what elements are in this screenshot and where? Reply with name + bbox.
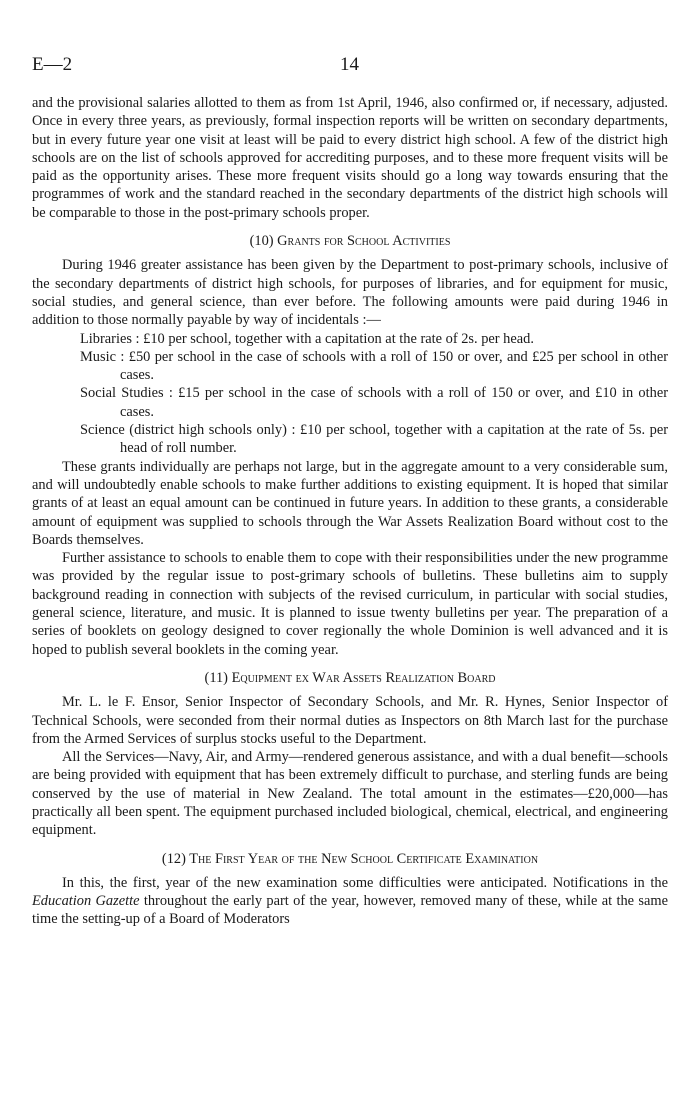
paragraph-inspectors-seconded: Mr. L. le F. Ensor, Senior Inspector of Secondary Schools, and Mr. R. Hynes, Senior Inspector of Technical Schools, were seconded from their normal duties as Inspectors on 8th March last for the purchase from the Armed Services of surplus stocks useful to the Department.	[32, 694, 668, 747]
report-code: E—2	[32, 54, 73, 75]
grant-item-social-studies: Social Studies : £15 per school in the case of schools with a roll of 150 or over, and £10 in other cases.	[80, 385, 668, 420]
section-heading-equipment: (11) Equipment ex War Assets Realization Board	[204, 669, 496, 686]
paragraph-district-high-schools: and the provisional salaries allotted to them as from 1st April, 1946, also confirmed or, if necessary, adjusted. Once in every three years, as previously, formal inspection reports will be written on secondary departments, but in every future year one visit at least will be paid to every district high school. A few of the district high schools are on the list of schools approved for accrediting purposes, and to these more frequent visits will be paid as the opportunity arises. These more frequent visits should go a long way towards ensuring that the programmes of work and the standard reached in the secondary departments of the district high schools will be comparable to those in the post-primary schools proper.	[32, 95, 668, 221]
page-header	[32, 54, 668, 78]
paragraph-services-assistance: All the Services—Navy, Air, and Army—rendered generous assistance, and with a dual benefit—schools are being provided with equipment that has been extremely difficult to purchase, and sterling funds are being conserved by the use of material in New Zealand. The total amount in the estimates—£20,000—has practically all been spent. The equipment purchased included biological, chemical, electrical, and engineering equipment.	[32, 749, 668, 839]
exam-text-start: In this, the first, year of the new examination some difficulties were anticipated. Notifications in the	[62, 874, 668, 891]
page-number: 14	[340, 54, 359, 75]
page-body	[32, 94, 668, 929]
section-heading-school-certificate: (12) The First Year of the New School Certificate Examination	[161, 850, 539, 867]
paragraph-grants-intro: During 1946 greater assistance has been given by the Department to post-primary schools, inclusive of the secondary departments of district high schools, for purposes of libraries, and for equipment for music, social studies, and general science, than ever before. The following amounts were paid during 1946 in addition to those normally payable by way of incidentals :—	[32, 257, 668, 329]
grant-item-science: Science (district high schools only) : £10 per school, together with a capitation at the rate of 5s. per head of roll number.	[80, 422, 668, 457]
section-heading-grants: (10) Grants for School Activities	[249, 233, 451, 250]
grant-item-libraries: Libraries : £10 per school, together with a capitation at the rate of 2s. per head.	[80, 330, 534, 347]
grant-item-music: Music : £50 per school in the case of schools with a roll of 150 or over, and £25 per school in other cases.	[80, 348, 668, 384]
exam-text-end: throughout the early part of the year, however, removed many of these, while at the same time the setting-up of a Board of Moderators	[32, 893, 669, 928]
paragraph-first-year-exam	[32, 874, 668, 929]
education-gazette-title: Education Gazette	[32, 893, 140, 910]
paragraph-bulletins: Further assistance to schools to enable them to cope with their responsibilities under the new programme was provided by the regular issue to post-grimary schools of bulletins. These bulletins aim to supply background reading in connection with subjects of the revised curriculum, in particular with social studies, general science, literature, and music. It is planned to issue twenty bulletins per year. The preparation of a series of booklets on geology designed to cover regionally the whole Dominion is well advanced and it is hoped to publish several booklets in the coming year.	[32, 550, 668, 658]
paragraph-grants-aggregate: These grants individually are perhaps not large, but in the aggregate amount to a very considerable sum, and will undoubtedly enable schools to make further additions to existing equipment. It is hoped that similar grants of at least an equal amount can be continued in future years. In addition to these grants, a considerable amount of equipment was supplied to schools through the War Assets Realization Board without cost to the Boards themselves.	[32, 458, 668, 548]
